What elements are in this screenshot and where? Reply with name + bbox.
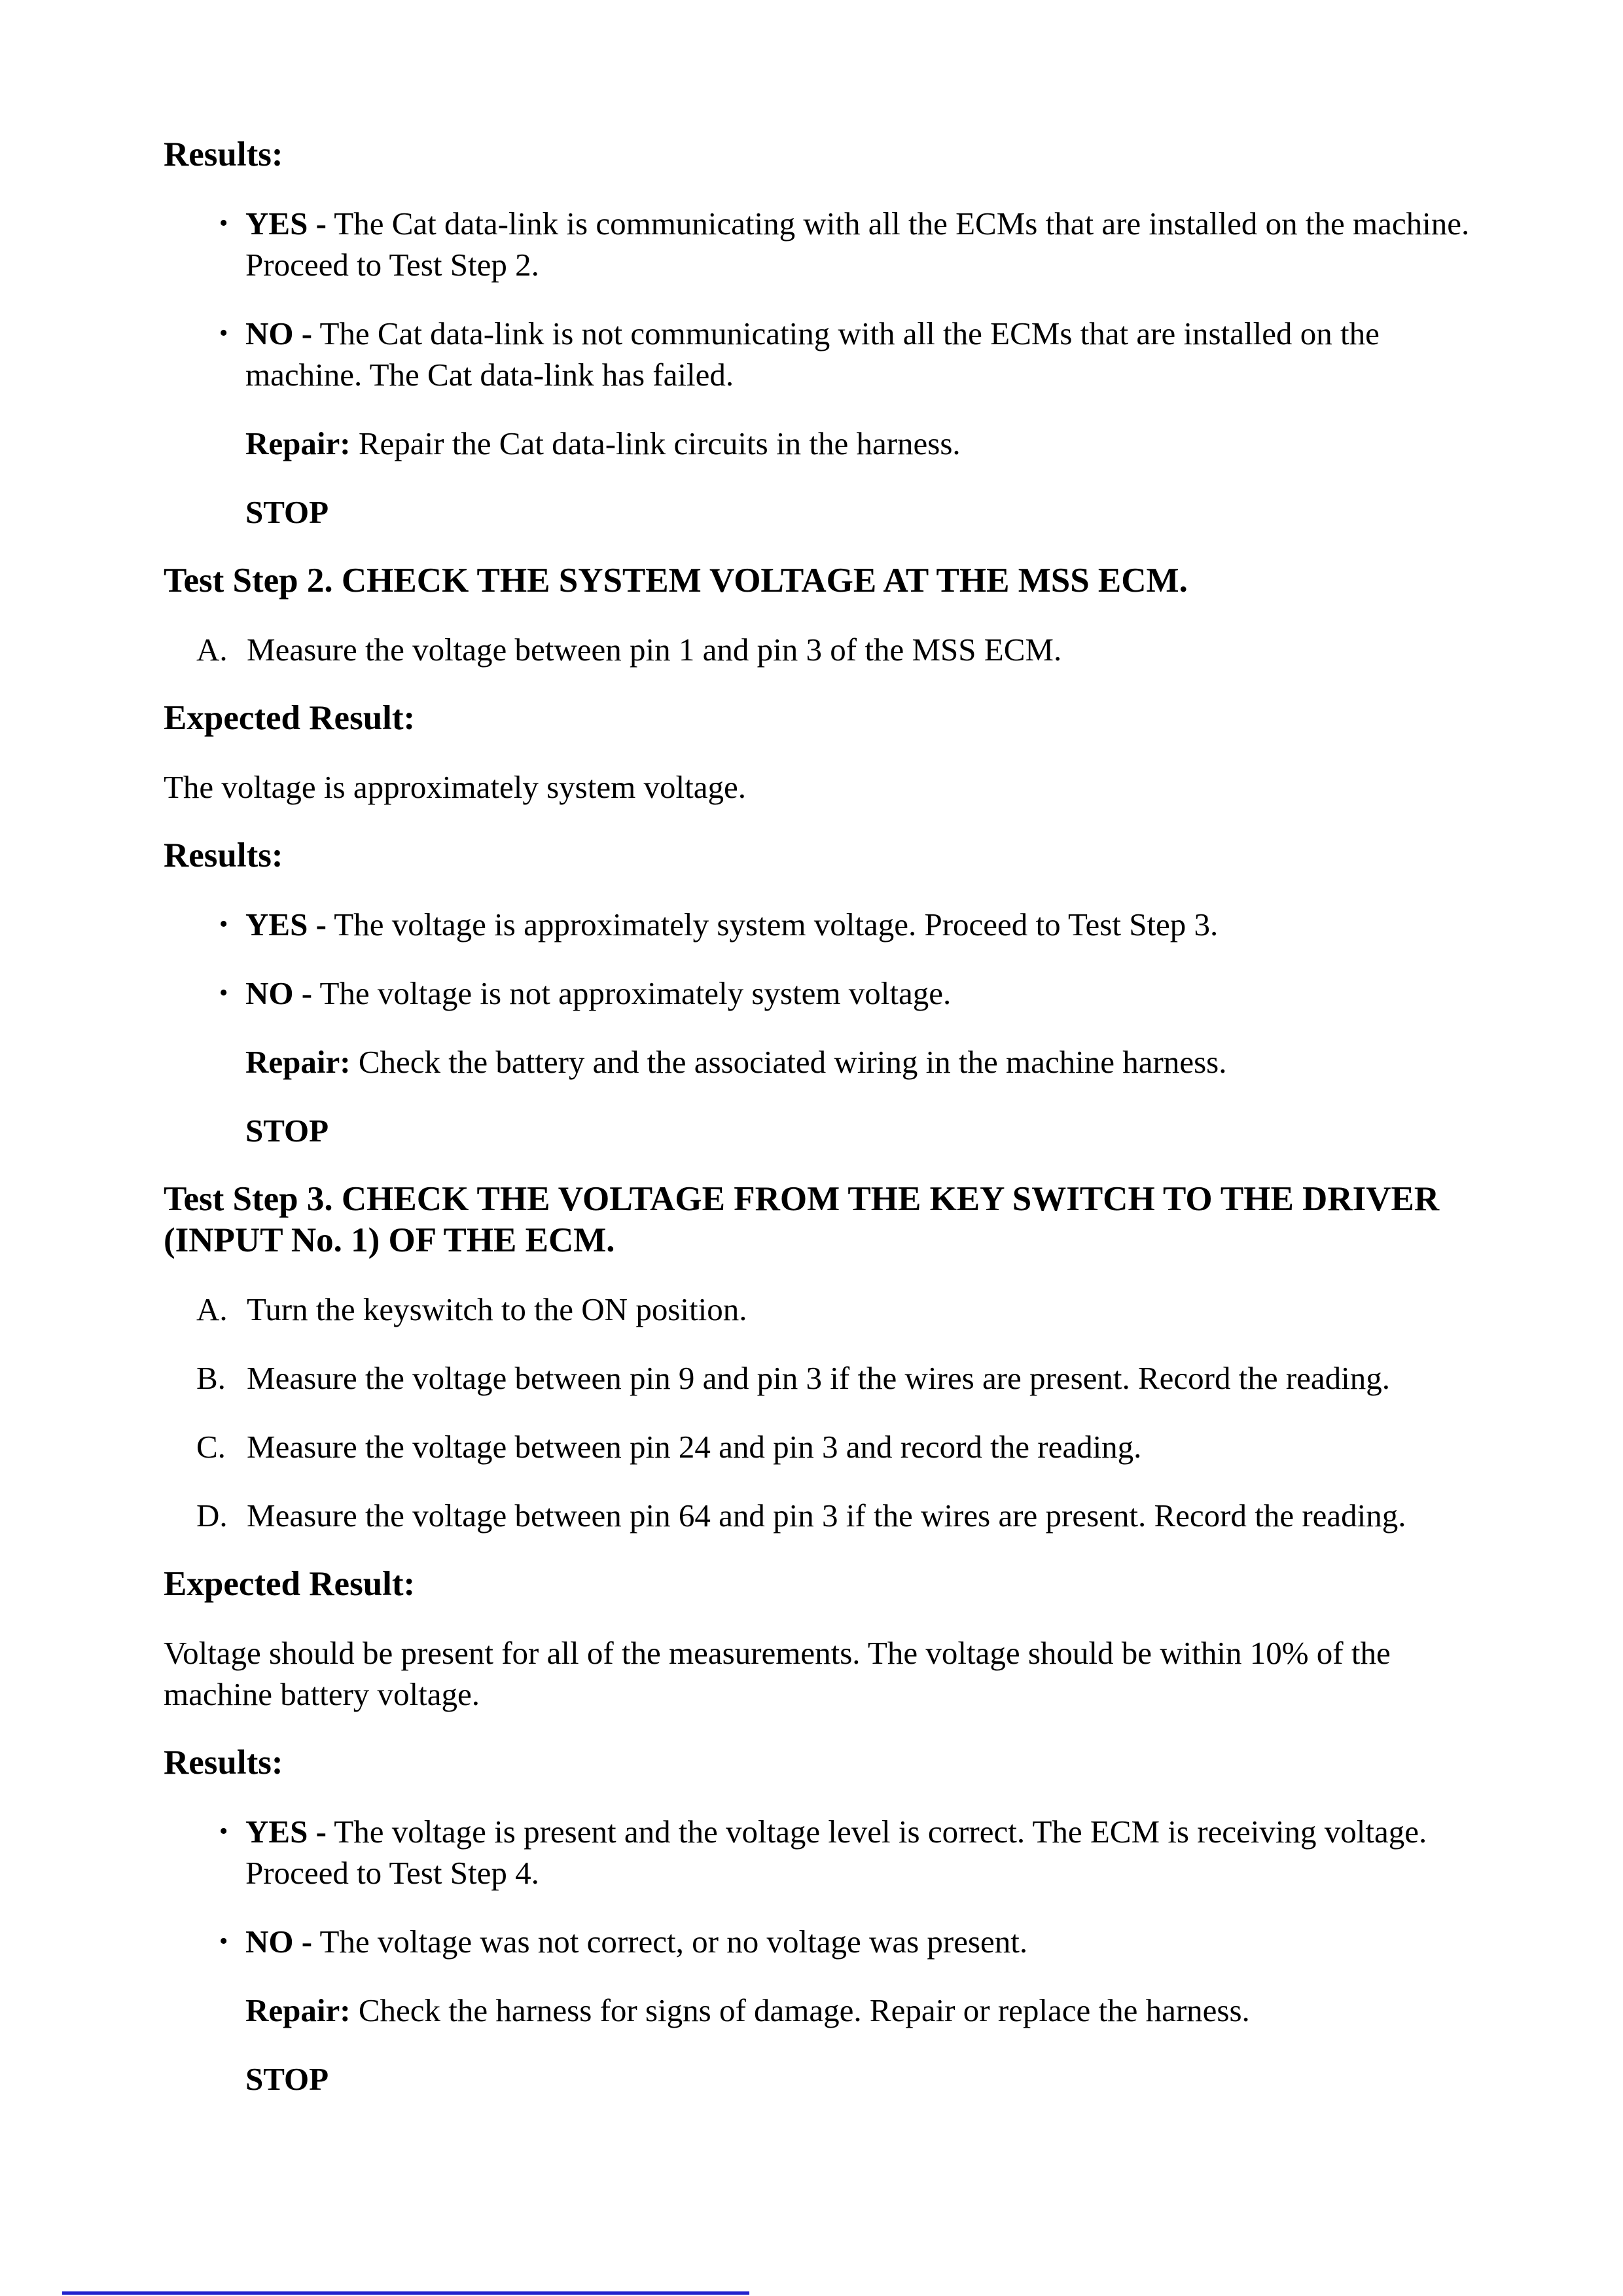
answer-text: The Cat data-link is not communicating with all the ECMs that are installed on the machine. The Cat data-link has failed.: [245, 315, 1380, 393]
answer-label: YES -: [245, 906, 327, 942]
bullet-icon: •: [219, 209, 228, 237]
step-instruction-text: Turn the keyswitch to the ON position.: [247, 1291, 747, 1327]
repair-label: Repair:: [245, 1992, 351, 2028]
list-letter: B.: [196, 1360, 226, 1396]
step-instruction-text: Measure the voltage between pin 24 and pin 3 and record the reading.: [247, 1429, 1142, 1465]
bullet-icon: •: [219, 1818, 228, 1845]
step-instruction-text: Measure the voltage between pin 9 and pin 3 if the wires are present. Record the reading.: [247, 1360, 1391, 1396]
expected-result-heading: Expected Result:: [164, 699, 416, 737]
bullet-icon: •: [219, 910, 228, 938]
step-item-d: [196, 1495, 1499, 1536]
yes-bullet: [219, 904, 1499, 945]
bullet-icon: •: [219, 319, 228, 347]
repair-text: Check the harness for signs of damage. Repair or replace the harness.: [358, 1992, 1250, 2028]
step-item-a: [196, 629, 1499, 670]
repair-label: Repair:: [245, 425, 351, 461]
repair-note: [245, 423, 1499, 464]
step-item-c: [196, 1426, 1499, 1467]
answer-label: YES -: [245, 1814, 327, 1850]
list-letter: D.: [196, 1498, 228, 1534]
step-instruction-text: Measure the voltage between pin 64 and pin 3 if the wires are present. Record the reading.: [247, 1498, 1406, 1534]
test-step-3-heading: Test Step 3. CHECK THE VOLTAGE FROM THE KEY SWITCH TO THE DRIVER (INPUT No. 1) OF THE ECM.: [164, 1180, 1440, 1259]
answer-label: NO -: [245, 315, 313, 351]
stop-label: STOP: [245, 2061, 329, 2097]
bullet-text: [245, 973, 951, 1014]
answer-text: The voltage is approximately system voltage. Proceed to Test Step 3.: [334, 906, 1219, 942]
no-bullet: [219, 973, 1499, 1014]
expected-result-heading: Expected Result:: [164, 1565, 416, 1603]
bullet-text: [245, 904, 1218, 945]
list-letter: A.: [196, 632, 228, 668]
repair-note: [245, 1041, 1499, 1083]
results-heading: Results:: [164, 836, 283, 874]
no-bullet: [219, 1921, 1499, 1962]
bullet-text: [245, 203, 1499, 285]
bullet-icon: •: [219, 979, 228, 1007]
expected-result-text: Voltage should be present for all of the measurements. The voltage should be within 10% of the machine battery voltage.: [164, 1635, 1391, 1712]
no-bullet: [219, 313, 1499, 395]
stop-label: STOP: [245, 494, 329, 530]
answer-text: The voltage was not correct, or no voltage was present.: [319, 1924, 1028, 1960]
page-bottom-rule: [62, 2291, 749, 2295]
results-heading: Results:: [164, 1744, 283, 1782]
list-letter: C.: [196, 1429, 226, 1465]
stop-label: STOP: [245, 1113, 329, 1149]
answer-label: NO -: [245, 975, 313, 1011]
bullet-text: [245, 1811, 1499, 1893]
list-letter: A.: [196, 1291, 228, 1327]
answer-text: The voltage is not approximately system voltage.: [319, 975, 952, 1011]
step-item-a: [196, 1289, 1499, 1330]
repair-label: Repair:: [245, 1044, 351, 1080]
results-heading: Results:: [164, 135, 283, 173]
answer-text: The Cat data-link is communicating with all the ECMs that are installed on the machine. Proceed to Test Step 2.: [245, 206, 1470, 283]
yes-bullet: [219, 1811, 1499, 1893]
bullet-icon: •: [219, 1928, 228, 1955]
repair-text: Check the battery and the associated wiring in the machine harness.: [358, 1044, 1227, 1080]
answer-label: NO -: [245, 1924, 313, 1960]
document-content: [164, 134, 1499, 2100]
expected-result-text: The voltage is approximately system voltage.: [164, 769, 746, 805]
repair-note: [245, 1990, 1499, 2031]
bullet-text: [245, 1921, 1027, 1962]
step-item-b: [196, 1357, 1499, 1399]
step-instruction-text: Measure the voltage between pin 1 and pin 3 of the MSS ECM.: [247, 632, 1062, 668]
test-step-2-heading: Test Step 2. CHECK THE SYSTEM VOLTAGE AT THE MSS ECM.: [164, 562, 1188, 600]
answer-text: The voltage is present and the voltage level is correct. The ECM is receiving voltage. Proceed to Test Step 4.: [245, 1814, 1427, 1891]
bullet-text: [245, 313, 1499, 395]
repair-text: Repair the Cat data-link circuits in the harness.: [358, 425, 961, 461]
answer-label: YES -: [245, 206, 327, 242]
yes-bullet: [219, 203, 1499, 285]
